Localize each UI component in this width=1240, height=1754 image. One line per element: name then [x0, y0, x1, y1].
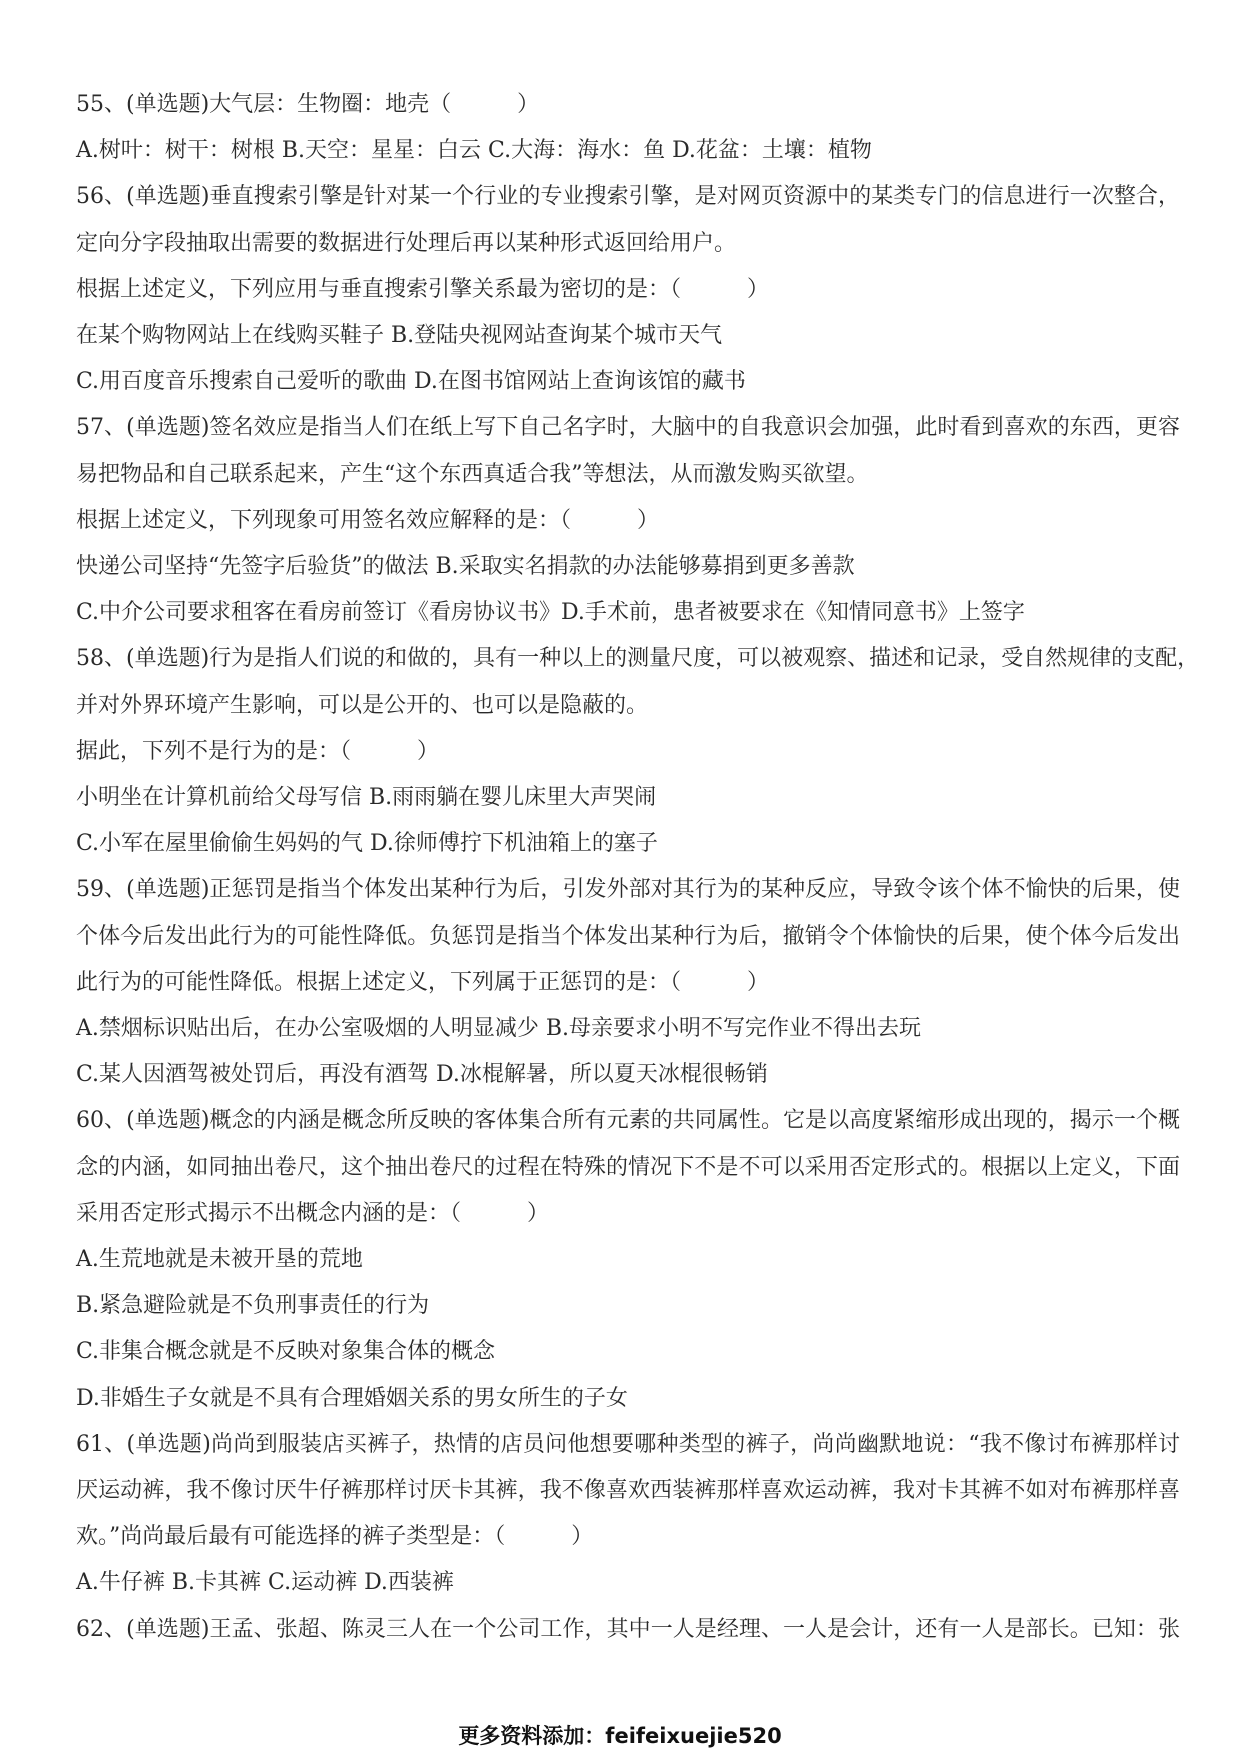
text-line: A.树叶：树干：树根 B.天空：星星：白云 C.大海：海水：鱼 D.花盆：土壤：植物 [76, 138, 872, 164]
text-line: 根据上述定义，下列现象可用签名效应解释的是：（ ） [76, 507, 660, 533]
text-line: 61、(单选题)尚尚到服装店买裤子，热情的店员问他想要哪种类型的裤子，尚尚幽默地说：“我不像讨布裤那样讨 [76, 1431, 1180, 1457]
text-line: 此行为的可能性降低。根据上述定义，下列属于正惩罚的是：（ ） [76, 969, 770, 995]
text-line: 62、(单选题)王孟、张超、陈灵三人在一个公司工作，其中一人是经理、一人是会计，还有一人是部长。已知：张 [76, 1616, 1180, 1642]
text-line: C.某人因酒驾被处罚后，再没有酒驾 D.冰棍解暑，所以夏天冰棍很畅销 [76, 1062, 768, 1088]
text-line: 59、(单选题)正惩罚是指当个体发出某种行为后，引发外部对其行为的某种反应，导致令该个体不愉快的后果，使 [76, 877, 1180, 903]
text-line: 在某个购物网站上在线购买鞋子 B.登陆央视网站查询某个城市天气 [76, 323, 723, 348]
text-line: 据此，下列不是行为的是：（ ） [76, 738, 440, 764]
text-line: B.紧急避险就是不负刑事责任的行为 [76, 1293, 430, 1319]
text-line: 欢。”尚尚最后最有可能选择的裤子类型是：（ ） [76, 1524, 594, 1550]
text-line: 56、(单选题)垂直搜索引擎是针对某一个行业的专业搜索引擎，是对网页资源中的某类专门的信息进行一次整合， [76, 184, 1180, 210]
text-line: 根据上述定义，下列应用与垂直搜索引擎关系最为密切的是：（ ） [76, 276, 770, 302]
text-line: C.用百度音乐搜索自己爱听的歌曲 D.在图书馆网站上查询该馆的藏书 [76, 369, 746, 395]
text-line: 念的内涵，如同抽出卷尺，这个抽出卷尺的过程在特殊的情况下不是不可以采用否定形式的。根据以上定义，下面 [76, 1154, 1180, 1180]
text-line: A.生荒地就是未被开垦的荒地 [76, 1247, 363, 1272]
text-line: D.非婚生子女就是不具有合理婚姻关系的男女所生的子女 [76, 1385, 628, 1411]
text-line: 60、(单选题)概念的内涵是概念所反映的客体集合所有元素的共同属性。它是以高度紧缩形成出现的，揭示一个概 [76, 1108, 1180, 1134]
text-line: 厌运动裤，我不像讨厌牛仔裤那样讨厌卡其裤，我不像喜欢西装裤那样喜欢运动裤，我对卡其裤不如对布裤那样喜 [76, 1478, 1180, 1503]
text-line: 快递公司坚持“先签字后验货”的做法 B.采取实名捐款的办法能够募捐到更多善款 [76, 554, 855, 579]
text-line: 小明坐在计算机前给父母写信 B.雨雨躺在婴儿床里大声哭闹 [76, 785, 657, 810]
text-line: 易把物品和自己联系起来，产生“这个东西真适合我”等想法，从而激发购买欲望。 [76, 461, 869, 487]
text-line: A.牛仔裤 B.卡其裤 C.运动裤 D.西装裤 [76, 1570, 454, 1596]
text-line: 个体今后发出此行为的可能性降低。负惩罚是指当个体发出某种行为后，撤销令个体愉快的后果，使个体今后发出 [76, 923, 1180, 949]
text-line: 58、(单选题)行为是指人们说的和做的，具有一种以上的测量尺度，可以被观察、描述和记录，受自然规律的支配， [76, 646, 1200, 672]
footer-contact: 更多资料添加：feifeixuejie520 [458, 1724, 782, 1748]
text-line: 57、(单选题)签名效应是指当人们在纸上写下自己名字时，大脑中的自我意识会加强，此时看到喜欢的东西，更容 [76, 415, 1180, 441]
text-line: 采用否定形式揭示不出概念内涵的是：（ ） [76, 1200, 550, 1226]
text-line: 并对外界环境产生影响，可以是公开的、也可以是隐蔽的。 [76, 692, 649, 718]
text-line: 55、(单选题)大气层：生物圈：地壳（ ） [76, 92, 540, 117]
text-line: C.小军在屋里偷偷生妈妈的气 D.徐师傅拧下机油箱上的塞子 [76, 831, 658, 857]
text-line: C.中介公司要求租客在看房前签订《看房协议书》D.手术前，患者被要求在《知情同意书》上签字 [76, 600, 1025, 626]
text-line: C.非集合概念就是不反映对象集合体的概念 [76, 1339, 496, 1365]
text-line: 定向分字段抽取出需要的数据进行处理后再以某种形式返回给用户。 [76, 230, 737, 256]
text-line: A.禁烟标识贴出后，在办公室吸烟的人明显减少 B.母亲要求小明不写完作业不得出去玩 [76, 1016, 922, 1041]
